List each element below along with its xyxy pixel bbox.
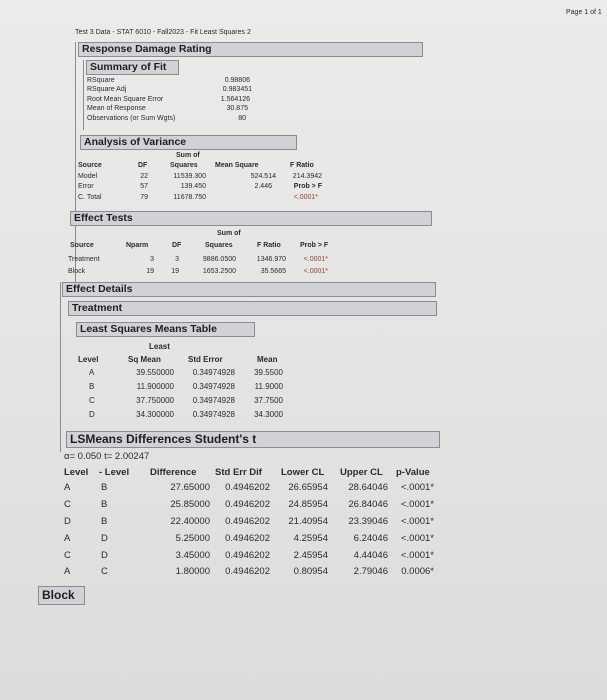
anova-prob-label: Prob > F (293, 183, 322, 190)
lsd-level-a: D (64, 516, 71, 527)
lsd-se: 0.4946202 (225, 566, 270, 577)
et-source: Treatment (68, 256, 100, 263)
et-col-df: DF (172, 242, 182, 249)
block-header: Block (38, 586, 85, 605)
lsm-mean: 34.3000 (254, 410, 283, 419)
lsd-level-a: C (64, 550, 71, 561)
et-p: <.0001* (303, 256, 328, 263)
lsm-mean: 11.9000 (254, 382, 283, 391)
alpha-line: α= 0.050 t= 2.00247 (64, 451, 150, 462)
et-col-fratio: F Ratio (257, 242, 281, 249)
lsd-se: 0.4946202 (225, 499, 270, 510)
lsd-diff: 1.80000 (175, 566, 210, 577)
summary-value: 30.875 (226, 105, 248, 112)
lsm-level: B (89, 382, 95, 391)
treatment-header: Treatment (68, 301, 437, 316)
lsd-diff: 5.25000 (175, 533, 210, 544)
lsd-p: <.0001* (400, 482, 434, 493)
doc-title: Test 3 Data - STAT 6010 - Fall2023 - Fit Least Squares 2 (75, 29, 251, 36)
et-df: 19 (171, 268, 179, 275)
lsd-ucl: 4.44046 (353, 550, 388, 561)
page-label: Page 1 of 1 (566, 9, 602, 16)
lsm-se: 0.34974928 (192, 396, 235, 405)
anova-col-fratio: F Ratio (290, 162, 314, 169)
lsd-col-level2: - Level (99, 467, 130, 478)
lsm-level: C (89, 396, 95, 405)
lsd-lcl: 0.80954 (293, 566, 328, 577)
et-col-sum-top: Sum of (217, 230, 241, 237)
lsdiff-header: LSMeans Differences Student's t (66, 431, 440, 448)
lsd-lcl: 26.65954 (288, 482, 328, 493)
lsm-col-stderr: Std Error (188, 355, 223, 364)
lsm-col-sqmean: Sq Mean (128, 355, 161, 364)
lsd-level-a: C (64, 499, 71, 510)
summary-label: Observations (or Sum Wgts) (87, 115, 176, 122)
lsd-col-lcl: Lower CL (281, 467, 325, 478)
lsm-value: 39.550000 (136, 368, 174, 377)
lsd-diff: 25.85000 (170, 499, 210, 510)
anova-ss: 139.450 (180, 183, 206, 190)
effect-details-rule (60, 282, 61, 452)
et-col-prob: Prob > F (300, 242, 329, 249)
summary-label: RSquare Adj (87, 86, 127, 93)
lsm-level: A (89, 368, 95, 377)
anova-pvalue: <.0001* (293, 194, 318, 201)
lsd-ucl: 26.84046 (348, 499, 388, 510)
lsm-col-level: Level (78, 355, 99, 364)
lsd-ucl: 28.64046 (348, 482, 388, 493)
lsm-se: 0.34974928 (192, 368, 235, 377)
anova-f: 214.3942 (292, 173, 322, 180)
summary-label: Root Mean Square Error (87, 96, 164, 103)
lsd-col-level: Level (64, 467, 89, 478)
et-nparm: 3 (150, 256, 154, 263)
anova-col-source: Source (78, 162, 102, 169)
et-col-nparm: Nparm (126, 242, 149, 249)
lsm-level: D (89, 410, 95, 419)
et-p: <.0001* (303, 268, 328, 275)
lsm-se: 0.34974928 (192, 382, 235, 391)
response-header: Response Damage Rating (78, 42, 423, 57)
anova-df: 79 (140, 194, 148, 201)
lsd-col-sed: Std Err Dif (215, 467, 262, 478)
lsd-diff: 3.45000 (175, 550, 210, 561)
lsd-p: <.0001* (400, 550, 434, 561)
lsd-p: 0.0006* (401, 566, 434, 577)
lsd-p: <.0001* (400, 499, 434, 510)
anova-ss: 11539.300 (173, 173, 206, 180)
anova-col-df: DF (138, 162, 148, 169)
anova-header: Analysis of Variance (80, 135, 297, 150)
lsm-value: 37.750000 (136, 396, 174, 405)
lsd-lcl: 4.25954 (293, 533, 328, 544)
lsd-ucl: 6.24046 (353, 533, 388, 544)
lsd-level-b: D (101, 550, 108, 561)
anova-df: 57 (140, 183, 148, 190)
lsd-lcl: 21.40954 (288, 516, 328, 527)
lsd-se: 0.4946202 (225, 482, 270, 493)
lsd-col-ucl: Upper CL (340, 467, 383, 478)
lsd-se: 0.4946202 (225, 550, 270, 561)
lsd-diff: 22.40000 (170, 516, 210, 527)
summary-label: Mean of Response (87, 105, 146, 112)
lsd-p: <.0001* (400, 533, 434, 544)
lsd-level-a: A (64, 533, 71, 544)
anova-df: 22 (140, 173, 148, 180)
lsd-level-a: A (64, 482, 71, 493)
lsm-value: 34.300000 (136, 410, 174, 419)
lsm-value: 11.900000 (136, 382, 174, 391)
et-f: 1346.970 (256, 256, 286, 263)
lsd-col-p: p-Value (396, 467, 430, 478)
et-col-squares: Squares (205, 242, 233, 249)
lsd-ucl: 23.39046 (348, 516, 388, 527)
lsd-ucl: 2.79046 (353, 566, 388, 577)
lsd-level-a: A (64, 566, 71, 577)
summary-of-fit-header: Summary of Fit (86, 60, 179, 75)
lsd-se: 0.4946202 (225, 516, 270, 527)
summary-value: 80 (238, 115, 246, 122)
lsd-level-b: B (101, 499, 108, 510)
effect-tests-header: Effect Tests (70, 211, 432, 226)
lsm-col-least: Least (149, 342, 170, 351)
lsm-mean: 39.5500 (254, 368, 283, 377)
anova-ss: 11678.750 (173, 194, 206, 201)
anova-source: Error (78, 183, 94, 190)
anova-col-sum-top: Sum of (176, 152, 200, 159)
lsm-se: 0.34974928 (192, 410, 235, 419)
anova-ms: 524.514 (250, 173, 276, 180)
lsmeans-header: Least Squares Means Table (76, 322, 255, 337)
lsd-se: 0.4946202 (225, 533, 270, 544)
lsd-lcl: 24.85954 (288, 499, 328, 510)
et-df: 3 (175, 256, 179, 263)
summary-value: 0.98806 (224, 77, 250, 84)
summary-value: 0.983451 (222, 86, 252, 93)
anova-col-squares: Squares (170, 162, 198, 169)
lsm-mean: 37.7500 (254, 396, 283, 405)
et-col-source: Source (70, 242, 94, 249)
lsd-diff: 27.65000 (170, 482, 210, 493)
et-source: Block (68, 268, 86, 275)
effect-details-header: Effect Details (62, 282, 436, 297)
lsd-p: <.0001* (400, 516, 434, 527)
lsd-lcl: 2.45954 (293, 550, 328, 561)
anova-source: Model (78, 173, 98, 180)
et-ss: 1653.2500 (202, 268, 236, 275)
et-nparm: 19 (146, 268, 154, 275)
lsd-level-b: D (101, 533, 108, 544)
lsm-col-mean: Mean (257, 355, 278, 364)
lsd-level-b: C (101, 566, 108, 577)
anova-ms: 2.446 (254, 183, 272, 190)
et-ss: 9886.0500 (202, 256, 236, 263)
anova-col-ms: Mean Square (215, 162, 259, 169)
lsd-level-b: B (101, 516, 108, 527)
et-f: 35.5665 (260, 268, 286, 275)
lsd-level-b: B (101, 482, 108, 493)
summary-value: 1.564126 (220, 96, 250, 103)
summary-label: RSquare (87, 77, 115, 84)
anova-source: C. Total (78, 194, 102, 201)
lsd-col-diff: Difference (150, 467, 197, 478)
summary-rule (83, 60, 84, 130)
